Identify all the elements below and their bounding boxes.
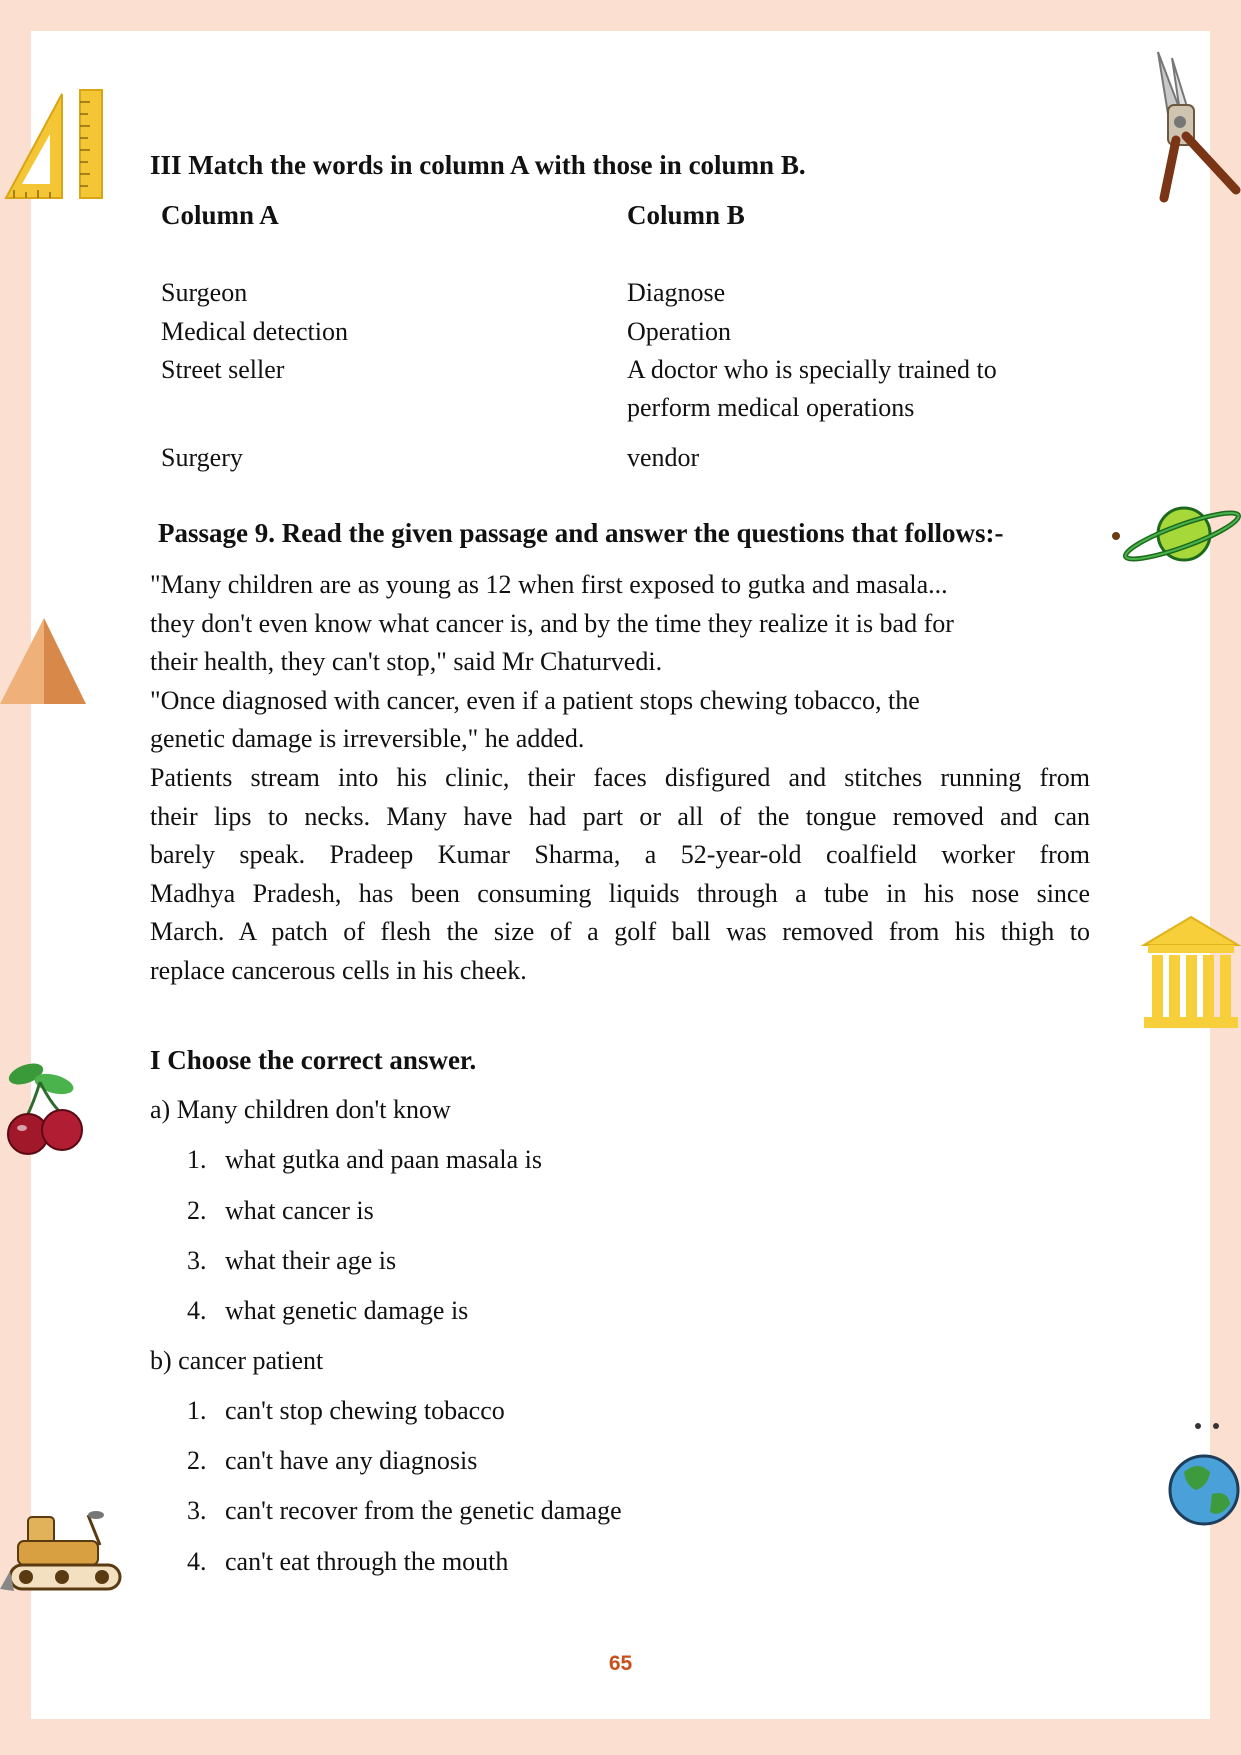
option-text: can't have any diagnosis xyxy=(225,1446,478,1475)
passage-line: Patients stream into his clinic, their faces disfigured and stitches running from xyxy=(150,762,1090,792)
question-a-option xyxy=(187,1296,468,1326)
bulldozer-icon xyxy=(0,1505,128,1597)
column-b-item: perform medical operations xyxy=(627,393,915,422)
option-number: 4. xyxy=(187,1296,207,1325)
passage-line: barely speak. Pradeep Kumar Sharma, a 52-year-old coalfield worker from xyxy=(150,840,1090,870)
questions-heading: I Choose the correct answer. xyxy=(150,1045,477,1075)
option-text: what genetic damage is xyxy=(225,1296,469,1325)
passage-body xyxy=(150,566,1090,991)
question-b-option xyxy=(187,1446,477,1476)
passage-line: their lips to necks. Many have had part or all of the tongue removed and can xyxy=(150,801,1090,831)
passage-line: Madhya Pradesh, has been consuming liquids through a tube in his nose since xyxy=(150,878,1090,908)
column-a-item: Surgery xyxy=(161,443,243,472)
question-a-stem: a) Many children don't know xyxy=(150,1095,451,1124)
option-text: can't eat through the mouth xyxy=(225,1547,509,1576)
column-a-header: Column A xyxy=(161,200,279,230)
column-a-item: Surgeon xyxy=(161,278,248,307)
match-heading: III Match the words in column A with those in column B. xyxy=(150,150,806,180)
question-a-option xyxy=(187,1196,374,1226)
passage-line: they don't even know what cancer is, and by the time they realize it is bad for xyxy=(150,608,954,638)
globe-icon xyxy=(1168,1420,1240,1528)
saturn-planet-icon xyxy=(1112,500,1240,572)
question-a-option xyxy=(187,1246,396,1276)
option-number: 2. xyxy=(187,1196,207,1225)
cherries-icon xyxy=(4,1062,86,1167)
option-text: can't recover from the genetic damage xyxy=(225,1496,622,1525)
option-number: 3. xyxy=(187,1496,207,1525)
pyramid-icon xyxy=(0,618,86,706)
option-text: what their age is xyxy=(225,1246,397,1275)
question-b-option xyxy=(187,1496,622,1526)
question-b-option xyxy=(187,1547,508,1577)
option-text: can't stop chewing tobacco xyxy=(225,1396,505,1425)
passage-line: March. A patch of flesh the size of a golf ball was removed from his thigh to xyxy=(150,917,1090,947)
passage-heading: Passage 9. Read the given passage and answer the questions that follows:- xyxy=(158,518,1004,548)
ruler-set-square-icon xyxy=(4,88,104,203)
passage-line: "Many children are as young as 12 when first exposed to gutka and masala... xyxy=(150,570,948,599)
question-b-option xyxy=(187,1396,505,1426)
column-b-item: vendor xyxy=(627,443,700,472)
option-number: 3. xyxy=(187,1246,207,1275)
column-a-item: Medical detection xyxy=(161,317,348,346)
column-a-item: Street seller xyxy=(161,355,285,384)
passage-line: replace cancerous cells in his cheek. xyxy=(150,955,527,985)
passage-line: "Once diagnosed with cancer, even if a patient stops chewing tobacco, the xyxy=(150,685,920,715)
question-b-stem: b) cancer patient xyxy=(150,1346,324,1375)
column-b-item: A doctor who is specially trained to xyxy=(627,355,997,384)
option-text: what gutka and paan masala is xyxy=(225,1145,542,1174)
option-number: 1. xyxy=(187,1396,207,1425)
pliers-icon xyxy=(1150,50,1240,200)
temple-pillars-icon xyxy=(1142,915,1240,1030)
passage-line: genetic damage is irreversible," he added. xyxy=(150,724,585,754)
passage-line: their health, they can't stop," said Mr Chaturvedi. xyxy=(150,647,663,677)
column-b-header: Column B xyxy=(627,200,745,230)
page-number: 65 xyxy=(608,1652,633,1675)
option-number: 2. xyxy=(187,1446,207,1475)
column-b-item: Operation xyxy=(627,317,731,346)
question-a-option xyxy=(187,1145,542,1175)
column-b-item: Diagnose xyxy=(627,278,726,307)
option-number: 1. xyxy=(187,1145,207,1174)
option-number: 4. xyxy=(187,1547,207,1576)
option-text: what cancer is xyxy=(225,1196,374,1225)
